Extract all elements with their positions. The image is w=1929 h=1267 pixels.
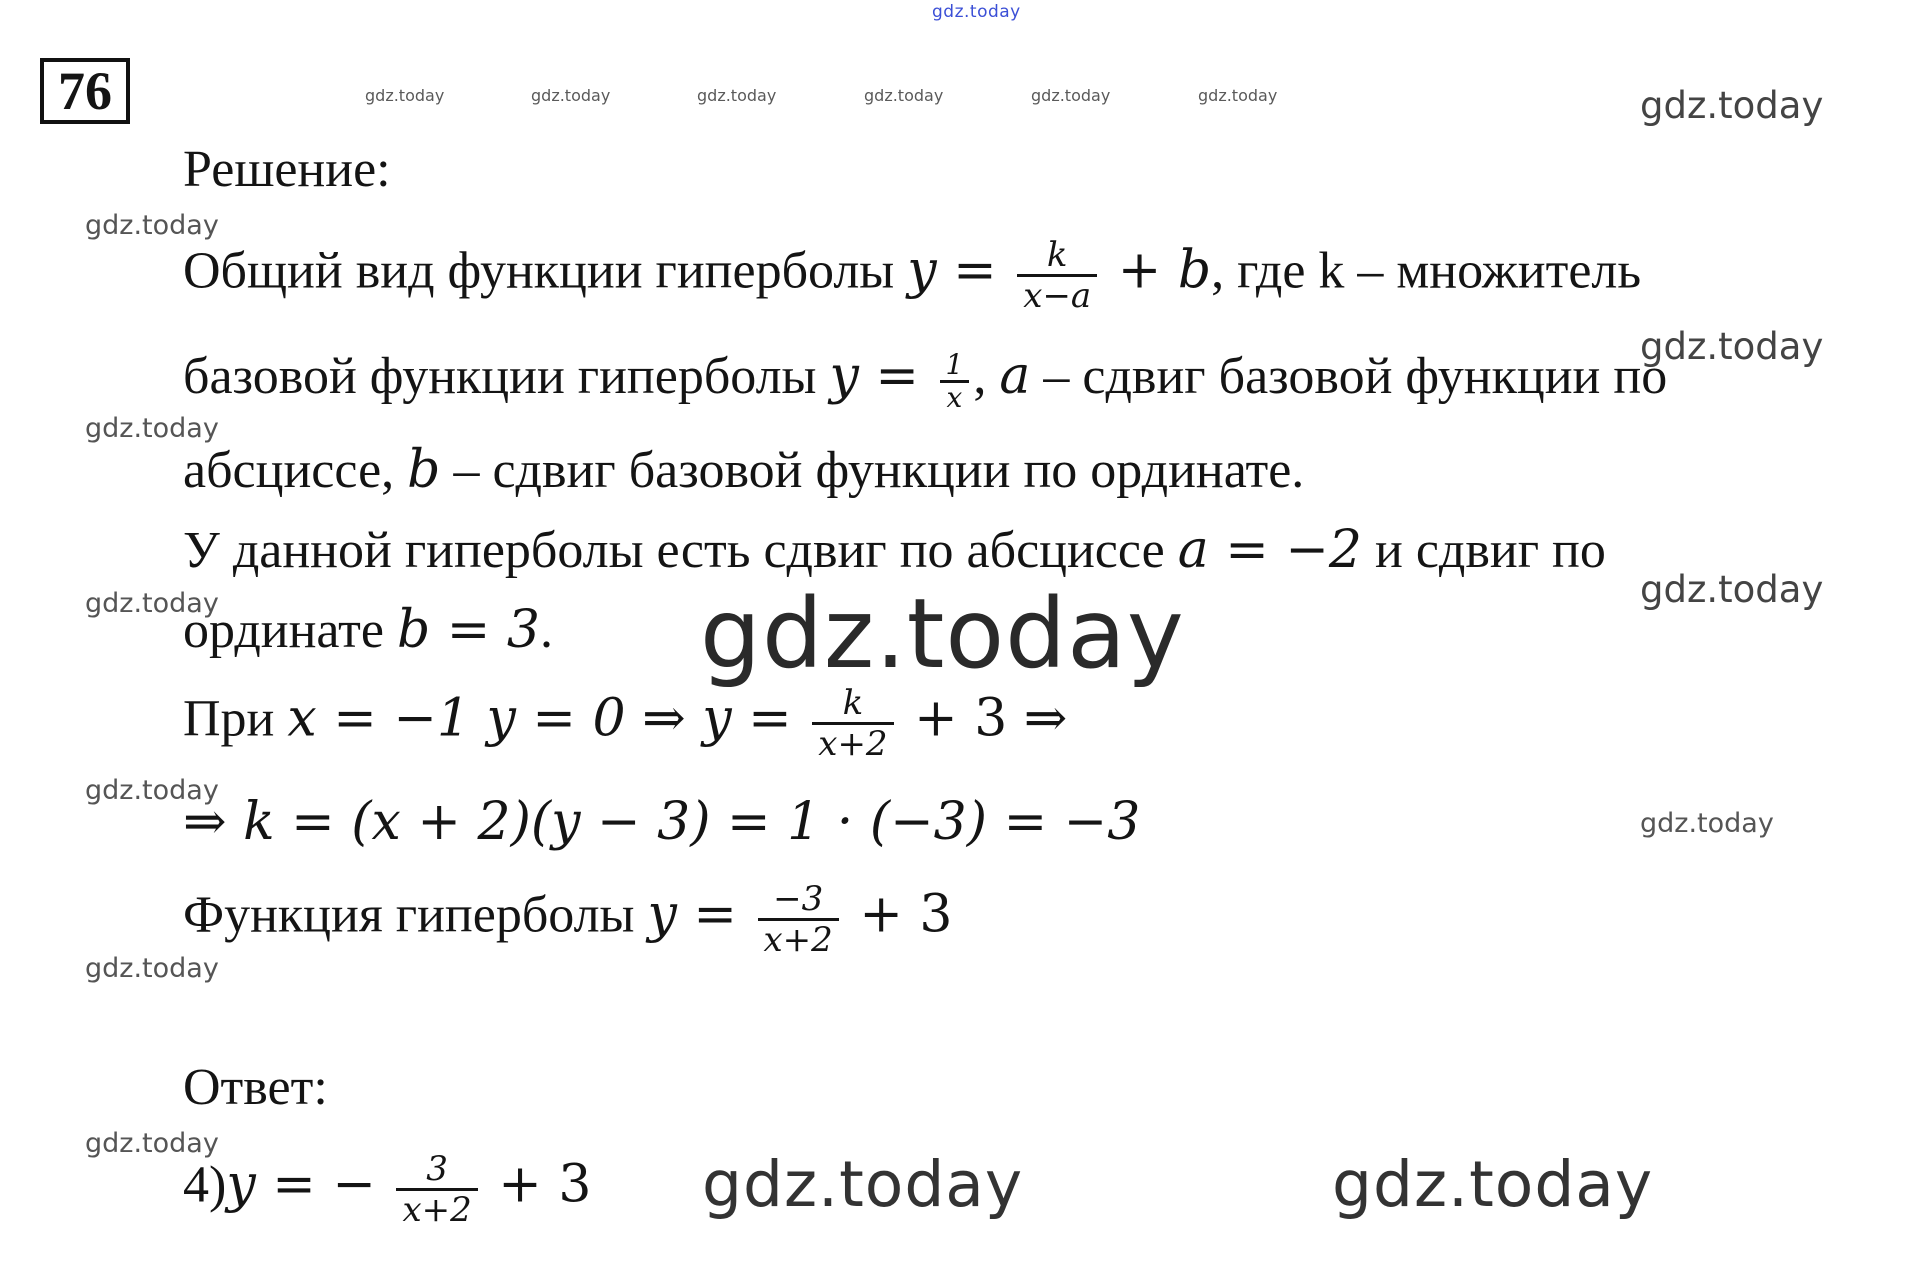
substitution-fraction bbox=[812, 684, 893, 763]
solution-heading: Решение: bbox=[183, 141, 391, 198]
general-text: Общий вид функции гиперболы bbox=[183, 242, 908, 300]
answer-fraction bbox=[396, 1150, 477, 1229]
watermark-center-large: gdz.today bbox=[700, 578, 1185, 690]
function-y-eq: y = bbox=[647, 884, 754, 945]
general-line-1 bbox=[183, 236, 1641, 315]
base-frac-num: 1 bbox=[940, 350, 970, 383]
function-plus: + 3 bbox=[842, 884, 953, 945]
general-line-2 bbox=[183, 346, 1667, 413]
shift-text: У данной гиперболы есть сдвиг по абсциссе bbox=[183, 522, 1178, 579]
answer-line bbox=[183, 1150, 591, 1229]
watermark-tiny-2: gdz.today bbox=[531, 86, 611, 105]
substitution-frac-num: k bbox=[812, 684, 893, 725]
watermark-left-1: gdz.today bbox=[85, 210, 219, 241]
answer-prefix: 4) bbox=[183, 1156, 227, 1214]
watermark-tiny-4: gdz.today bbox=[864, 86, 944, 105]
watermark-right-2: gdz.today bbox=[1640, 325, 1824, 368]
ordinate-text: ординате bbox=[183, 602, 397, 659]
abscissa-b: b bbox=[407, 440, 441, 500]
watermark-top: gdz.today bbox=[932, 2, 1021, 22]
function-text: Функция гиперболы bbox=[183, 886, 648, 944]
k-calculation: ⇒ k = (x + 2)(y − 3) = 1 · (−3) = −3 bbox=[183, 792, 1141, 852]
base-y-eq: y = bbox=[829, 346, 936, 406]
shift-line-2 bbox=[183, 600, 553, 661]
base-comma: , bbox=[973, 348, 1000, 405]
substitution-math-2: + 3 ⇒ bbox=[897, 688, 1068, 749]
general-frac-num: k bbox=[1017, 236, 1097, 277]
watermark-bottom-2: gdz.today bbox=[1332, 1148, 1654, 1221]
watermark-right-4: gdz.today bbox=[1640, 808, 1774, 839]
base-frac-den: x bbox=[946, 380, 963, 414]
function-fraction bbox=[758, 880, 839, 959]
base-a: a bbox=[999, 346, 1031, 406]
general-plus-b: + b bbox=[1101, 240, 1212, 301]
watermark-right-3: gdz.today bbox=[1640, 568, 1824, 611]
substitution-math-1: x = −1 y = 0 ⇒ y = bbox=[287, 688, 809, 749]
watermark-bottom-1: gdz.today bbox=[702, 1148, 1024, 1221]
watermark-left-3: gdz.today bbox=[85, 588, 219, 619]
shift-rest: и сдвиг по bbox=[1361, 522, 1606, 579]
general-frac-den: x−a bbox=[1023, 276, 1092, 316]
function-frac-den: x+2 bbox=[763, 920, 833, 960]
watermark-tiny-1: gdz.today bbox=[365, 86, 445, 105]
function-line bbox=[183, 880, 953, 959]
answer-y-eq: y = − bbox=[226, 1154, 393, 1215]
base-rest: – сдвиг базовой функции по bbox=[1030, 348, 1668, 405]
watermark-tiny-5: gdz.today bbox=[1031, 86, 1111, 105]
watermark-tiny-3: gdz.today bbox=[697, 86, 777, 105]
shift-line-1 bbox=[183, 520, 1606, 581]
general-y-eq: y = bbox=[907, 240, 1014, 301]
ordinate-dot: . bbox=[539, 602, 553, 659]
answer-heading: Ответ: bbox=[183, 1059, 328, 1116]
answer-frac-num: 3 bbox=[396, 1150, 477, 1191]
substitution-prefix: При bbox=[183, 690, 288, 748]
general-line-3 bbox=[183, 440, 1304, 501]
watermark-tiny-6: gdz.today bbox=[1198, 86, 1278, 105]
base-fraction bbox=[940, 347, 970, 414]
shift-a-value: a = −2 bbox=[1177, 520, 1362, 580]
substitution-line bbox=[183, 684, 1067, 763]
watermark-left-4: gdz.today bbox=[85, 775, 219, 806]
general-text-2: , где k – множитель bbox=[1211, 242, 1642, 300]
watermark-left-2: gdz.today bbox=[85, 413, 219, 444]
answer-plus: + 3 bbox=[481, 1154, 592, 1215]
substitution-frac-den: x+2 bbox=[818, 724, 888, 764]
watermark-left-6: gdz.today bbox=[85, 1128, 219, 1159]
watermark-left-5: gdz.today bbox=[85, 953, 219, 984]
watermark-right-1: gdz.today bbox=[1640, 84, 1824, 127]
abscissa-text: абсциссе, bbox=[183, 442, 408, 499]
problem-number: 76 bbox=[40, 58, 130, 124]
answer-frac-den: x+2 bbox=[402, 1190, 472, 1230]
base-text: базовой функции гиперболы bbox=[183, 348, 830, 405]
general-fraction bbox=[1017, 236, 1097, 315]
shift-b-value: b = 3 bbox=[396, 600, 540, 660]
function-frac-num: −3 bbox=[758, 880, 839, 921]
abscissa-rest: – сдвиг базовой функции по ординате. bbox=[440, 442, 1305, 499]
